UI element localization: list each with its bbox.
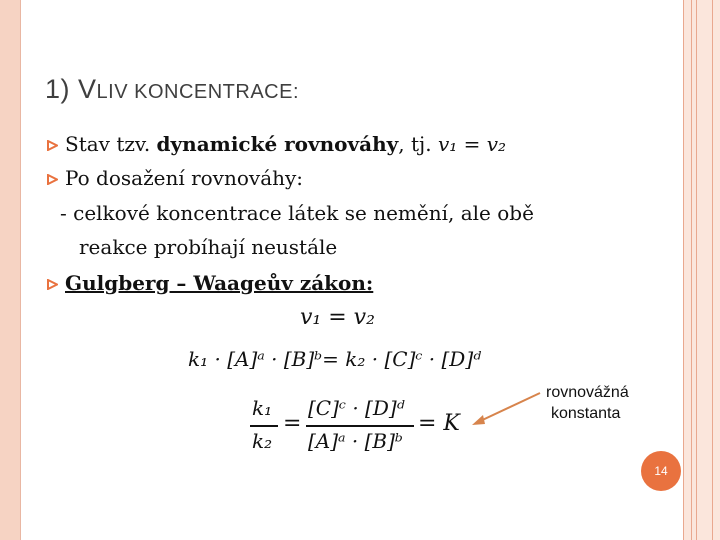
fraction-numerator-k1: k₁ — [252, 396, 273, 420]
fraction-numerator-products: [C]ᶜ · [D]ᵈ — [308, 396, 405, 420]
fraction-denominator-reactants: [A]ᵃ · [B]ᵇ — [308, 429, 403, 453]
sub-line: reakce probíhají neustále — [79, 235, 338, 259]
slide-title-rest: LIV KONCENTRACE: — [96, 81, 300, 103]
annotation-label — [546, 382, 629, 424]
equation-rate-laws: k₁ · [A]ᵃ · [B]ᵇ= k₂ · [C]ᶜ · [D]ᵈ — [188, 347, 482, 371]
annotation-line-2: konstanta — [551, 405, 621, 422]
bullet-law-heading: Gulgberg – Waageův zákon: — [65, 271, 374, 295]
equals-sign: = — [283, 411, 302, 436]
bullet-text: Stav tzv. — [65, 132, 157, 156]
bullet-text-after: , tj. — [398, 132, 438, 156]
annotation-line-1: rovnovážná — [546, 384, 629, 401]
fraction-denominator-k2: k₂ — [252, 429, 273, 453]
bullet-after-equilibrium: Po dosažení rovnováhy: — [65, 166, 304, 190]
slide-title-initial: 1) V — [45, 74, 97, 104]
bullet-bold-text: dynamické rovnováhy — [156, 132, 399, 156]
equilibrium-constant-K: = K — [418, 411, 460, 436]
bullet-math: v₁ = v₂ — [437, 132, 507, 156]
equation-rates: v₁ = v₂ — [300, 305, 375, 330]
sub-line: - celkové koncentrace látek se nemění, ale obě — [60, 201, 534, 225]
page-number-badge: 14 — [641, 451, 681, 491]
